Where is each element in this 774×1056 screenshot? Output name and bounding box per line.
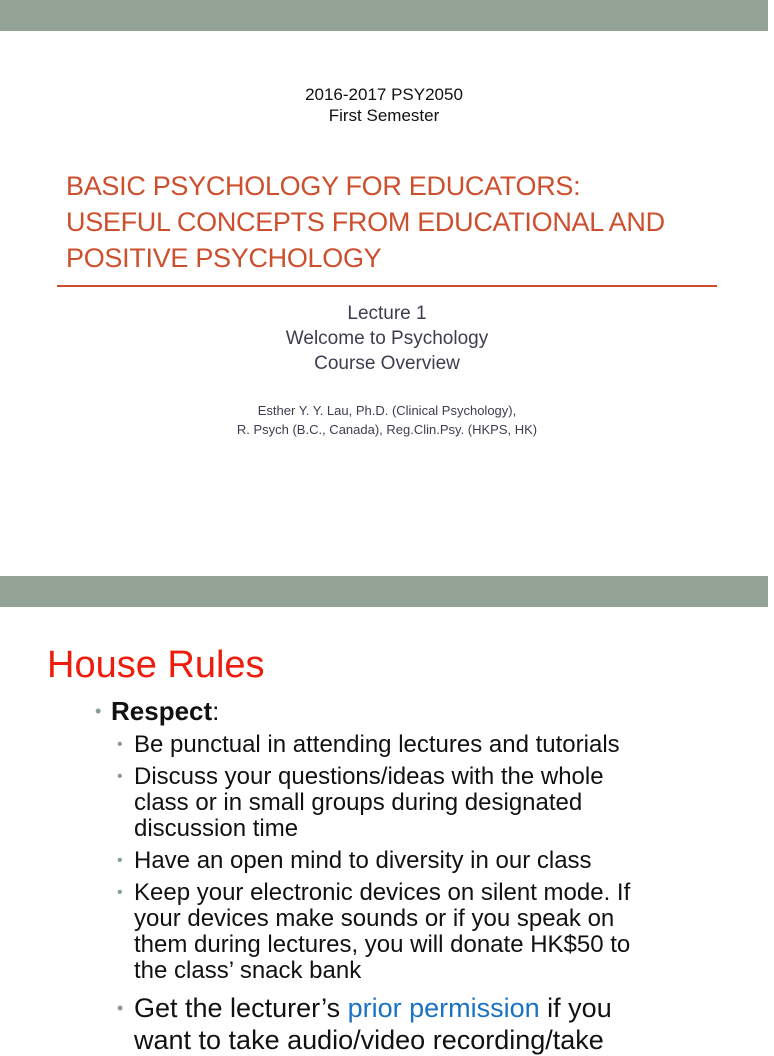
- lecture-info: [0, 301, 774, 376]
- list-item-text: class or in small groups during designated: [134, 789, 583, 816]
- bullet-marker: •: [117, 768, 123, 785]
- lecture-number: Lecture 1: [347, 303, 427, 324]
- prior-permission-highlight: prior permission: [347, 993, 540, 1023]
- list-item-text: Discuss your questions/ideas with the whole: [134, 763, 604, 790]
- bullet-marker: •: [117, 884, 123, 901]
- list-item-text: Be punctual in attending lectures and tutorials: [134, 731, 620, 758]
- title-divider: [57, 285, 717, 287]
- permission-line-2: want to take audio/video recording/take: [134, 1025, 604, 1055]
- author-credentials: [0, 401, 774, 439]
- lecture-subtopic: Course Overview: [314, 353, 460, 374]
- course-header: [0, 84, 768, 126]
- permission-line-1: [134, 992, 708, 1024]
- rules-list: [0, 694, 768, 1056]
- list-item-respect: [0, 694, 768, 728]
- slide-top-bar: [0, 576, 768, 607]
- course-code-line: 2016-2017 PSY2050: [305, 85, 463, 104]
- course-title-line-2: USEFUL CONCEPTS FROM EDUCATIONAL AND: [66, 207, 665, 237]
- list-item: [0, 880, 768, 984]
- author-line-1: Esther Y. Y. Lau, Ph.D. (Clinical Psychology),: [257, 403, 517, 418]
- slide-title: House Rules: [47, 644, 265, 686]
- bullet-marker: •: [117, 736, 123, 753]
- bullet-marker: •: [117, 998, 124, 1018]
- list-item-text: Keep your electronic devices on silent mode. If: [134, 879, 631, 906]
- semester-line: First Semester: [328, 106, 440, 125]
- bullet-marker: •: [95, 701, 102, 721]
- list-item-text: discussion time: [134, 815, 299, 842]
- list-item: [0, 848, 768, 874]
- list-item-permission: [0, 992, 768, 1056]
- list-item-text: the class’ snack bank: [134, 957, 362, 984]
- list-item: [0, 764, 768, 842]
- course-title: [66, 168, 726, 276]
- course-title-line-1: BASIC PSYCHOLOGY FOR EDUCATORS:: [66, 171, 581, 201]
- respect-suffix: :: [212, 696, 220, 726]
- house-rules-slide: [0, 576, 768, 1055]
- permission-text-before: Get the lecturer’s: [134, 993, 348, 1023]
- list-item-text: your devices make sounds or if you speak on: [134, 905, 615, 932]
- lecture-topic: Welcome to Psychology: [285, 328, 489, 349]
- list-item-text: them during lectures, you will donate HK$50 to: [134, 931, 631, 958]
- respect-label: Respect: [111, 696, 213, 726]
- list-item: [0, 732, 768, 758]
- slide-top-bar: [0, 0, 768, 31]
- bullet-marker: •: [117, 852, 123, 869]
- course-title-line-3: POSITIVE PSYCHOLOGY: [66, 243, 382, 273]
- author-line-2: R. Psych (B.C., Canada), Reg.Clin.Psy. (HKPS, HK): [236, 422, 538, 437]
- list-item-text: Have an open mind to diversity in our class: [134, 847, 592, 874]
- permission-text-after: if you: [539, 993, 612, 1023]
